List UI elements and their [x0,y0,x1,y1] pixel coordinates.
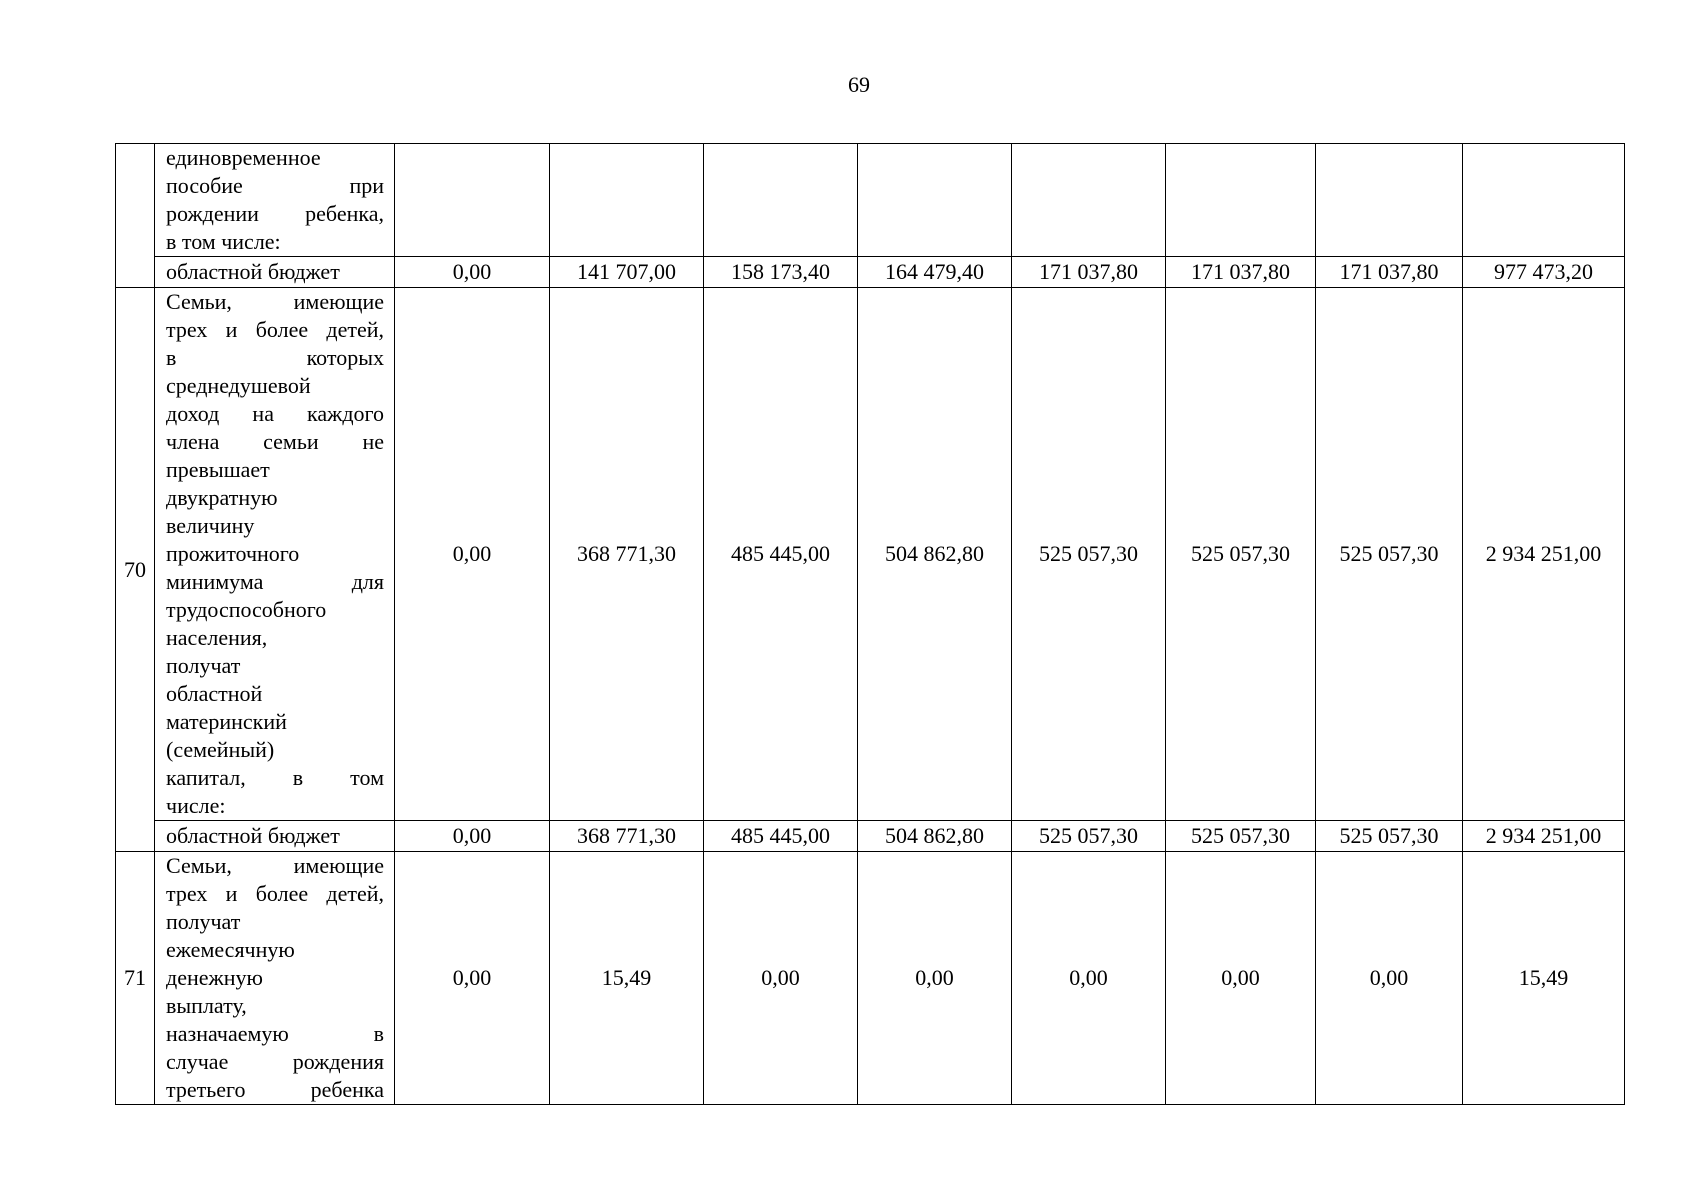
value-cell: 525 057,30 [1166,821,1316,852]
description-text [166,852,384,1104]
row-description [155,852,395,1105]
description-line: величину [166,513,255,538]
description-line: доход на каждого [166,401,384,426]
value-cell: 525 057,30 [1012,288,1166,821]
description-text [166,288,384,820]
value-cell: 504 862,80 [858,821,1012,852]
description-line: среднедушевой [166,373,311,398]
value-cell: 15,49 [1463,852,1625,1105]
value-cell [550,144,704,257]
value-cell: 15,49 [550,852,704,1105]
value-cell [1316,144,1463,257]
description-line: прожиточного [166,541,300,566]
table-row [116,288,1625,821]
value-cell [704,144,858,257]
description-line: трех и более детей, [166,881,384,906]
value-cell: 141 707,00 [550,257,704,288]
value-cell: 171 037,80 [1012,257,1166,288]
description-line: назначаемую в [166,1021,384,1046]
description-line: члена семьи не [166,429,384,454]
description-line: выплату, [166,993,247,1018]
table-row [116,144,1625,257]
budget-table [115,143,1625,1105]
description-line: превышает [166,457,270,482]
description-line: числе: [166,793,226,818]
value-cell: 0,00 [1316,852,1463,1105]
description-line: капитал, в том [166,765,384,790]
table-row [116,257,1625,288]
description-line: ежемесячную [166,937,295,962]
description-line: в которых [166,345,384,370]
value-cell: 0,00 [858,852,1012,1105]
row-description [155,144,395,257]
row-number [116,144,155,288]
value-cell: 158 173,40 [704,257,858,288]
description-line: получат [166,909,241,934]
description-line: (семейный) [166,737,275,762]
value-cell: 0,00 [395,288,550,821]
value-cell: 171 037,80 [1166,257,1316,288]
row-number: 71 [116,852,155,1105]
value-cell: 368 771,30 [550,288,704,821]
table-row [116,852,1625,1105]
value-cell [1012,144,1166,257]
description-line: населения, [166,625,268,650]
description-line: в том числе: [166,229,281,254]
value-cell [858,144,1012,257]
value-cell [1463,144,1625,257]
row-number: 70 [116,288,155,852]
description-line: Семьи, имеющие [166,289,384,314]
value-cell: 0,00 [1012,852,1166,1105]
description-line: получат [166,653,241,678]
value-cell [1166,144,1316,257]
value-cell: 525 057,30 [1316,821,1463,852]
description-line: третьего ребенка [166,1077,384,1102]
value-cell: 0,00 [1166,852,1316,1105]
row-description [155,288,395,821]
value-cell [395,144,550,257]
description-line: материнский [166,709,287,734]
value-cell: 485 445,00 [704,288,858,821]
value-cell: 2 934 251,00 [1463,288,1625,821]
page-number: 69 [848,72,870,97]
value-cell: 368 771,30 [550,821,704,852]
value-cell: 525 057,30 [1012,821,1166,852]
value-cell: 0,00 [395,821,550,852]
value-cell: 2 934 251,00 [1463,821,1625,852]
row-sublabel: областной бюджет [155,821,395,852]
value-cell: 0,00 [704,852,858,1105]
value-cell: 525 057,30 [1166,288,1316,821]
description-line: трех и более детей, [166,317,384,342]
description-text [166,144,384,256]
value-cell: 171 037,80 [1316,257,1463,288]
description-line: пособие при [166,173,384,198]
value-cell: 525 057,30 [1316,288,1463,821]
value-cell: 0,00 [395,852,550,1105]
description-line: трудоспособного [166,597,327,622]
table-row [116,821,1625,852]
description-line: минимума для [166,569,384,594]
value-cell: 164 479,40 [858,257,1012,288]
description-line: единовременное [166,145,321,170]
description-line: рождении ребенка, [166,201,384,226]
description-line: областной [166,681,263,706]
value-cell: 485 445,00 [704,821,858,852]
value-cell: 0,00 [395,257,550,288]
row-sublabel: областной бюджет [155,257,395,288]
description-line: двукратную [166,485,278,510]
description-line: случае рождения [166,1049,384,1074]
description-line: денежную [166,965,263,990]
description-line: Семьи, имеющие [166,853,384,878]
value-cell: 977 473,20 [1463,257,1625,288]
value-cell: 504 862,80 [858,288,1012,821]
